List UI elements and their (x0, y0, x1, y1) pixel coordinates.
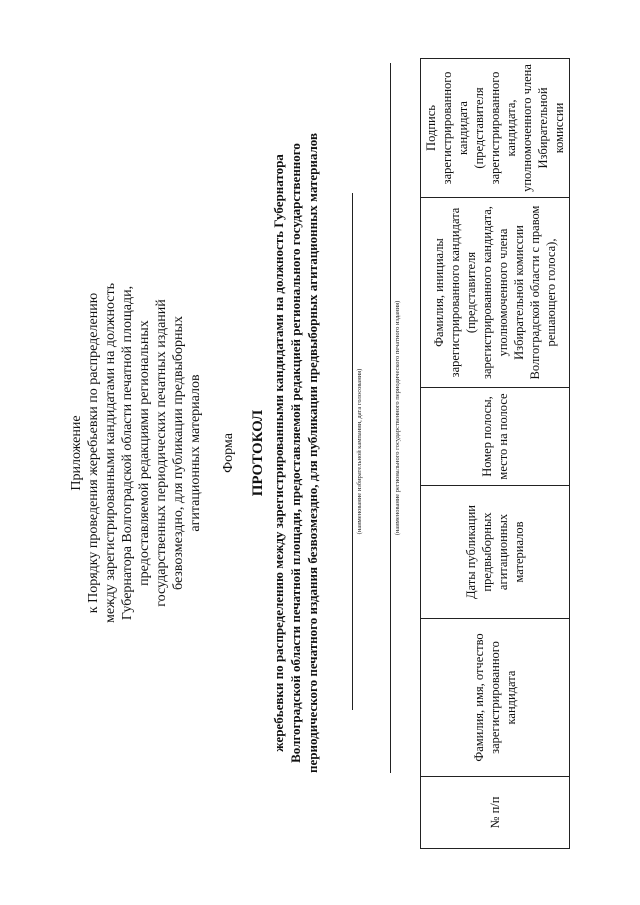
appendix-line: государственных периодических печатных изданий (154, 299, 169, 607)
header-candidate-full-name: Фамилия, имя, отчество зарегистрированного кандидата (421, 619, 570, 777)
edition-caption: (наименование регионального государственного периодического печатного издания) (394, 300, 401, 536)
table-header-row (421, 59, 570, 849)
protocol-subtitle (270, 63, 321, 843)
subtitle-line: периодического печатного издания безвозмездно, для публикации предвыборных агитационных материалов (305, 133, 320, 773)
appendix-header (68, 63, 204, 843)
edition-blank-line (390, 63, 391, 773)
header-number: № п/п (421, 777, 570, 849)
protocol-title: ПРОТОКОЛ (250, 409, 266, 497)
header-signature: Подпись зарегистрированного кандидата (представителя зарегистрированного кандидата, уполномоченного члена Избирательной комиссии (421, 59, 570, 198)
subtitle-line: Волгоградской области печатной площади, предоставляемой редакцией регионального государственного (288, 143, 303, 763)
appendix-line: безвозмездно, для публикации предвыборных (171, 316, 186, 590)
header-representative-name: Фамилия, инициалы зарегистрированного кандидата (представителя зарегистрированного кандидата, уполномоченного члена Избирательной комиссии Волгоградской области с правом решающего голоса), (421, 198, 570, 388)
subtitle-line: жеребьевки по распределению между зарегистрированными кандидатами на должность Губернатора (271, 154, 286, 752)
appendix-line: Губернатора Волгоградской области печатной площади, (120, 285, 135, 621)
campaign-blank-line (352, 193, 353, 710)
appendix-line: Приложение (69, 415, 84, 491)
header-page-number: Номер полосы, место на полосе (421, 388, 570, 486)
appendix-line: агитационных материалов (188, 374, 203, 532)
form-label: Форма (221, 433, 236, 473)
appendix-line: к Порядку проведения жеребьевки по распределению (86, 292, 101, 614)
protocol-table (420, 58, 570, 849)
campaign-caption: (наименование избирательной кампании, дата голосования) (356, 368, 363, 535)
header-publication-dates: Даты публикации предвыборных агитационных материалов (421, 486, 570, 619)
appendix-line: предоставляемой редакциями региональных (137, 320, 152, 586)
appendix-line: между зарегистрированными кандидатами на должность (103, 282, 118, 624)
